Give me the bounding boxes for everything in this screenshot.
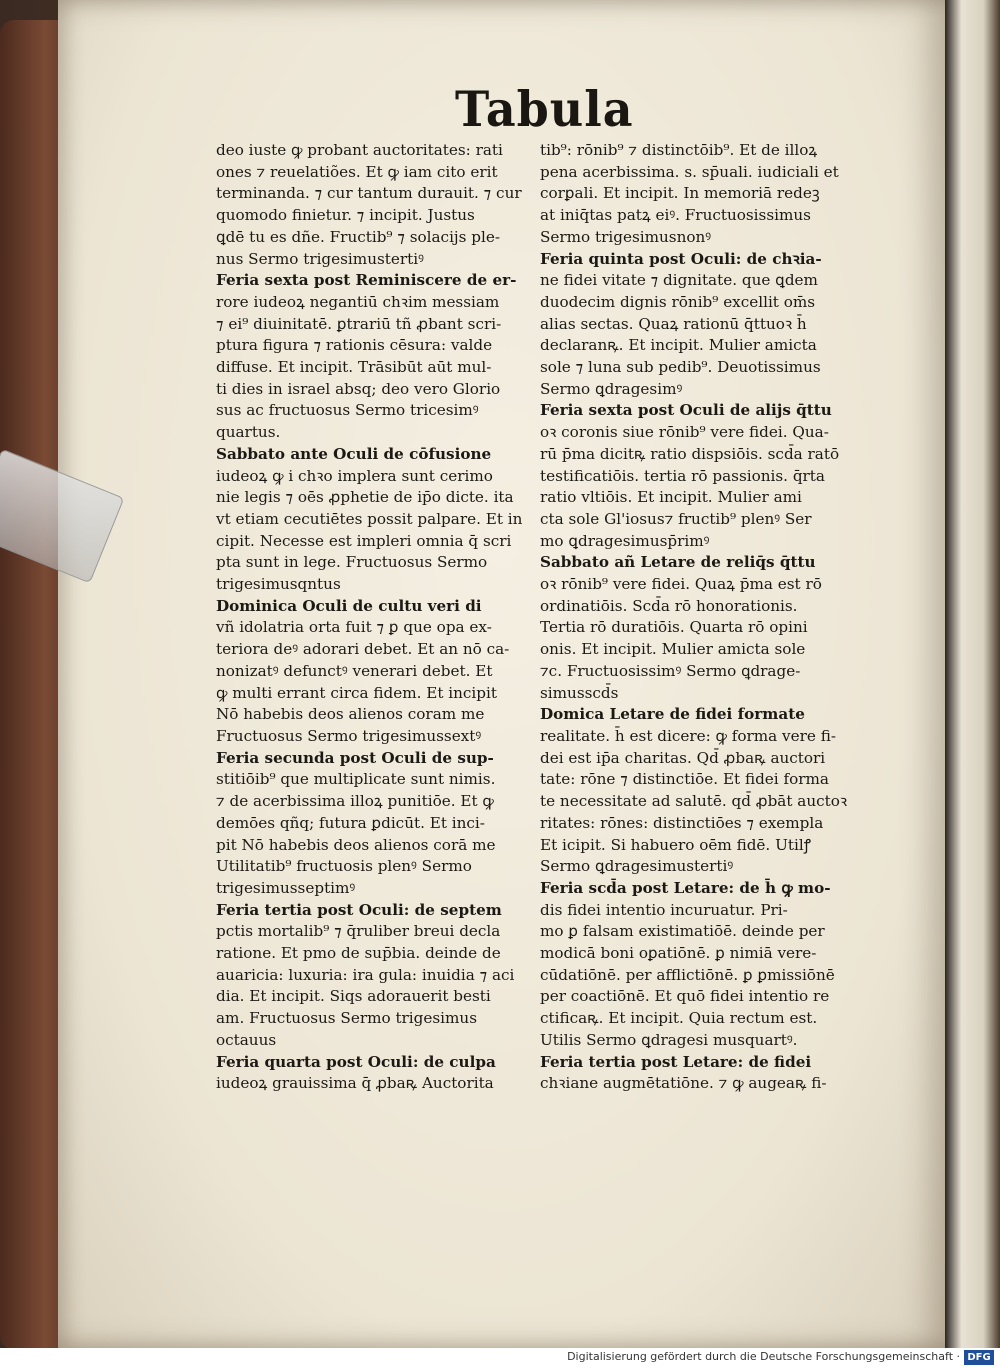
text-line: octauus — [216, 1030, 277, 1049]
entry-heading-line: Feria tertia post Letare: de fidei — [540, 1052, 812, 1071]
text-line: ti dies in israel absq; deo vero Glorio — [216, 379, 501, 398]
text-line: ones ⁊ reuelatiões. Et ꝙ iam cito erit — [216, 162, 498, 181]
text-line: stitiōib⁹ que multiplicate sunt nimis. — [216, 770, 496, 789]
text-line: teriora deꝰ adorari debet. Et an nō ca- — [216, 640, 510, 659]
right-text-column — [540, 140, 868, 1095]
entry-heading-line: Feria tertia post Oculi: de septem — [216, 900, 502, 919]
text-line: modicā boni oꝑatiōnē. ꝑ nimiā vere- — [540, 944, 817, 963]
text-line: te necessitate ad salutē. qd̄ ꝓbāt auctoꝛ — [540, 792, 848, 811]
text-line: quartus. — [216, 423, 281, 442]
text-line: testificatiōis. tertia rō passionis. q̄rta — [540, 466, 825, 485]
text-line: chꝛiane augmētatiōne. ⁊ ꝙ augeaꝶ fi- — [540, 1074, 827, 1093]
entry-heading-line: Dominica Oculi de cultu veri di — [216, 596, 482, 615]
text-line: ritates: rōnes: distinctiōes ⁊ exempla — [540, 813, 824, 832]
text-line: Sermo trigesimusnonꝰ — [540, 227, 712, 246]
book-gutter — [945, 0, 1000, 1348]
text-line: oꝛ rōnib⁹ vere fidei. Quaꝝ p̄ma est rō — [540, 575, 822, 594]
text-line: Et icipit. Si habuero oēm fidē. Utilꝭ — [540, 835, 811, 854]
text-line: ne fidei vitate ⁊ dignitate. que ꝗdem — [540, 271, 818, 290]
text-line: am. Fructuosus Sermo trigesimus — [216, 1009, 478, 1028]
entry-heading-line: Sabbato ante Oculi de cōfusione — [216, 444, 492, 463]
text-line: rore iudeoꝝ negantiū chꝛim messiam — [216, 292, 500, 311]
text-line: alias sectas. Quaꝝ rationū q̄ttuoꝛ h̄ — [540, 314, 807, 333]
entry-heading-line: Feria quarta post Oculi: de culpa — [216, 1052, 496, 1071]
entry-heading-line: Feria sexta post Reminiscere de er- — [216, 271, 517, 290]
entry-heading-line: Feria quinta post Oculi: de chꝛia- — [540, 249, 822, 268]
text-line: ordinatiōis. Scd̄a rō honorationis. — [540, 596, 798, 615]
text-line: trigesimusseptimꝰ — [216, 878, 356, 897]
text-line: ꝙ multi errant circa fidem. Et incipit — [216, 683, 497, 702]
text-line: ratio vltiōis. Et incipit. Mulier ami — [540, 488, 802, 507]
entry-heading-line: Feria sexta post Oculi de alijs q̄ttu — [540, 401, 832, 420]
text-line: pta sunt in lege. Fructuosus Sermo — [216, 553, 488, 572]
text-line: nie legis ⁊ oēs ꝓphetie de ip̄o dicte. ita — [216, 488, 514, 507]
text-line: iudeoꝝ ꝙ i chꝛo implera sunt cerimo — [216, 466, 493, 485]
text-line: corꝑali. Et incipit. In memoriā redeꝫ — [540, 184, 820, 203]
text-line: Sermo ꝗdragesimustertiꝰ — [540, 857, 734, 876]
text-line: rū p̄ma dicitꝶ ratio dispsiōis. scd̄a ratō — [540, 444, 840, 463]
text-line: per coactiōnē. Et quō fidei intentio re — [540, 987, 830, 1006]
entry-heading-line: Feria secunda post Oculi de sup- — [216, 748, 494, 767]
text-line: vñ idolatria orta fuit ⁊ ꝑ que opa ex- — [216, 618, 492, 637]
text-line: vt etiam cecutiētes possit palpare. Et in — [216, 509, 523, 528]
text-line: onis. Et incipit. Mulier amicta sole — [540, 640, 806, 659]
text-line: Tertia rō duratiōis. Quarta rō opini — [540, 618, 808, 637]
text-line: pena acerbissima. s. sp̄uali. iudiciali et — [540, 162, 839, 181]
text-line: Fructuosus Sermo trigesimussextꝰ — [216, 726, 482, 745]
entry-heading-line: Feria scd̄a post Letare: de h̄ ꝙ mo- — [540, 878, 831, 897]
text-line: ⁊c. Fructuosissimꝰ Sermo ꝗdrage- — [540, 661, 801, 680]
text-line: cūdatiōnē. per afflictiōnē. ꝑ ꝑmissiōnē — [540, 965, 835, 984]
page-title: Tabula — [455, 80, 634, 138]
dfg-logo: DFG — [964, 1350, 994, 1365]
text-line: at iniq̄tas patꝝ eiꝰ. Fructuosissimus — [540, 206, 811, 225]
text-line: quomodo finietur. ⁊ incipit. Justus — [216, 206, 475, 225]
left-text-column — [216, 140, 534, 1095]
text-line: tib⁹: rōnib⁹ ⁊ distinctōib⁹. Et de illoꝝ — [540, 141, 818, 159]
text-line: Nō habebis deos alienos coram me — [216, 705, 485, 724]
text-line: auaricia: luxuria: ira gula: inuidia ⁊ aci — [216, 965, 515, 984]
funding-notice: Digitalisierung gefördert durch die Deutsche Forschungsgemeinschaft · — [567, 1350, 960, 1363]
text-line: Sermo ꝗdragesimꝰ — [540, 379, 683, 398]
text-line: dis fidei intentio incuruatur. Pri- — [540, 900, 788, 919]
text-line: oꝛ coronis siue rōnib⁹ vere fidei. Qua- — [540, 423, 829, 442]
text-line: mo ꝗdragesimusp̄rimꝰ — [540, 531, 710, 550]
text-line: dei est ip̄a charitas. Qd̄ ꝓbaꝶ auctori — [540, 748, 826, 767]
text-line: ⁊ de acerbissima illoꝝ punitiōe. Et ꝙ — [216, 792, 494, 811]
text-line: demōes qñq; futura ꝑdicūt. Et inci- — [216, 813, 485, 832]
text-line: diffuse. Et incipit. Trāsibūt aūt mul- — [216, 358, 492, 377]
entry-heading-line: Domica Letare de fidei formate — [540, 705, 805, 724]
text-line: ⁊ ei⁹ diuinitatē. ꝑtrariū tñ ꝓbant scri- — [216, 314, 502, 333]
text-line: simusscd̄s — [540, 683, 619, 702]
text-line: sus ac fructuosus Sermo tricesimꝰ — [216, 401, 479, 420]
text-line: duodecim dignis rōnib⁹ excellit om̄s — [540, 292, 816, 311]
text-line: ratione. Et pmo de sup̄bia. deinde de — [216, 944, 501, 963]
text-line: pctis mortalib⁹ ⁊ q̄ruliber breui decla — [216, 922, 501, 941]
text-line: dia. Et incipit. Siqs adorauerit besti — [216, 987, 491, 1006]
text-line: nus Sermo trigesimustertiꝰ — [216, 249, 424, 268]
text-line: realitate. h̄ est dicere: ꝙ forma vere fi- — [540, 726, 836, 745]
text-line: Utilitatib⁹ fructuosis plenꝰ Sermo — [216, 857, 472, 876]
text-line: trigesimusqntus — [216, 575, 341, 594]
text-line: deo iuste ꝙ probant auctoritates: rati — [216, 141, 503, 159]
text-line: Utilis Sermo ꝗdragesi musquartꝰ. — [540, 1030, 798, 1049]
text-line: mo ꝑ falsam existimatiōē. deinde per — [540, 922, 825, 941]
text-line: ptura figura ⁊ rationis cēsura: valde — [216, 336, 493, 355]
text-line: tate: rōne ⁊ distinctiōe. Et fidei forma — [540, 770, 829, 789]
text-line: terminanda. ⁊ cur tantum durauit. ⁊ cur — [216, 184, 522, 203]
text-line: cipit. Necesse est impleri omnia q̄ scri — [216, 531, 512, 550]
footer-bar — [0, 1348, 1000, 1368]
text-line: cta sole Gl'iosus⁊ fructib⁹ plenꝰ Ser — [540, 509, 812, 528]
text-line: sole ⁊ luna sub pedib⁹. Deuotissimus — [540, 358, 821, 377]
text-line: declaranꝶ. Et incipit. Mulier amicta — [540, 336, 817, 355]
entry-heading-line: Sabbato añ Letare de reliq̄s q̄ttu — [540, 553, 816, 572]
text-line: nonizatꝰ defunctꝰ venerari debet. Et — [216, 661, 493, 680]
text-line: ctificaꝶ. Et incipit. Quia rectum est. — [540, 1009, 818, 1028]
text-line: pit Nō habebis deos alienos corā me — [216, 835, 496, 854]
text-line: iudeoꝝ grauissima q̄ ꝓbaꝶ Auctorita — [216, 1074, 494, 1093]
text-line: ꝗdē tu es dñe. Fructib⁹ ⁊ solacijs ple- — [216, 227, 500, 246]
